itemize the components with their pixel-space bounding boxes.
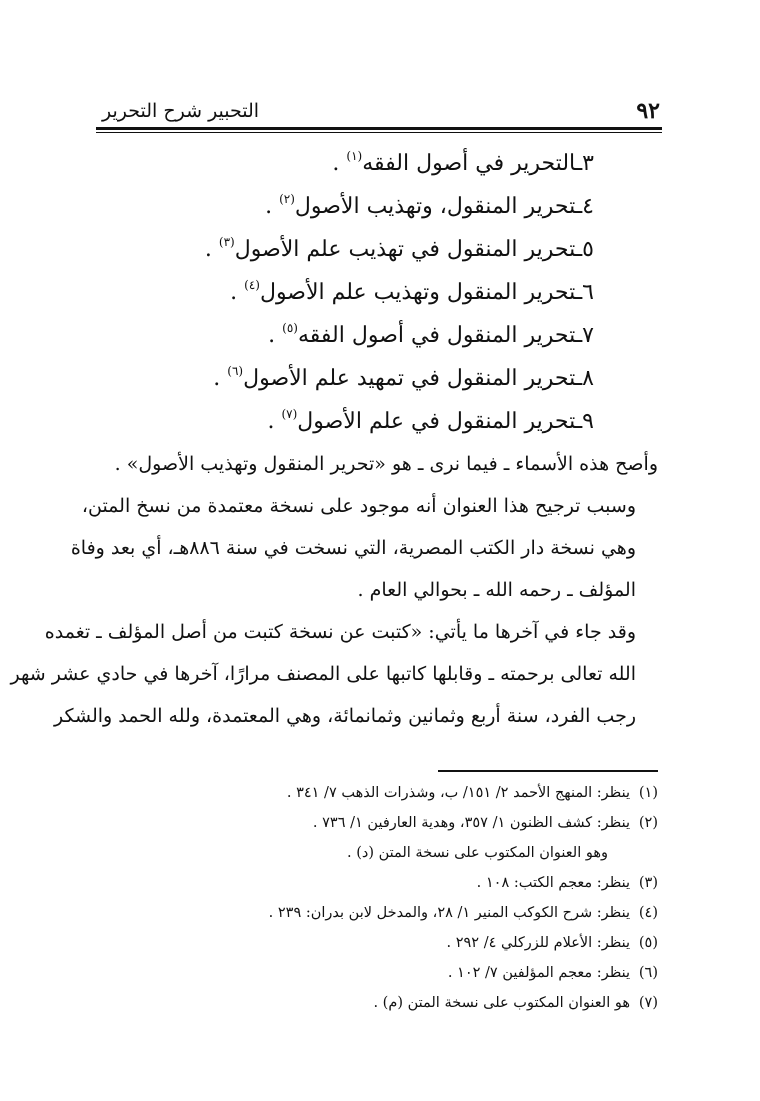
list-item: ٨ـتحرير المنقول في تمهيد علم الأصول$^{(٦)}$ .: [213, 364, 594, 391]
footnote-ref[interactable]: (٣): [218, 235, 235, 249]
list-item: ٤ـتحرير المنقول، وتهذيب الأصول$^{(٢)}$ .: [265, 192, 594, 219]
footnote-number: (٤): [638, 905, 658, 921]
paragraph-line: وهي نسخة دار الكتب المصرية، التي نسخت في سنة ٨٨٦هـ، أي بعد وفاة: [70, 537, 636, 559]
footnote-ref[interactable]: (١): [346, 149, 363, 163]
list-item: ٩ـتحرير المنقول في علم الأصول$^{(٧)}$ .: [267, 407, 594, 434]
page-number: ٩٢: [636, 98, 660, 124]
running-title: التحبير شرح التحرير: [102, 100, 260, 122]
footnote-number: (١): [638, 785, 658, 801]
paragraph-colophon: [10, 611, 658, 737]
footnote-text: ينظر: معجم الكتب: ١٠٨ .: [476, 875, 630, 891]
footnote: [102, 988, 658, 1018]
paragraph-line: المؤلف ـ رحمه الله ـ بحوالي العام .: [357, 579, 636, 601]
paragraph-line: وأصح هذه الأسماء ـ فيما نرى ـ هو «تحرير المنقول وتهذيب الأصول» .: [114, 453, 658, 475]
footnote-ref[interactable]: (٦): [227, 364, 244, 378]
footnotes: [102, 778, 658, 1018]
list-item: ٥ـتحرير المنقول في تهذيب علم الأصول$^{(٣)}$ .: [204, 235, 594, 262]
paragraph-preferred-title: [102, 443, 658, 485]
paragraph-line: الله تعالى برحمته ـ وقابلها كاتبها على المصنف مرارًا، آخرها في حادي عشر شهر: [10, 663, 636, 685]
footnote: [102, 808, 658, 838]
footnote-text: ينظر: كشف الظنون ١/ ٣٥٧، وهدية العارفين ١/ ٧٣٦ .: [312, 815, 630, 831]
paragraph-reason: [70, 485, 658, 611]
footnote-ref[interactable]: (٤): [244, 278, 260, 292]
footnote-ref[interactable]: (٧): [281, 407, 298, 421]
footnote-text: هو العنوان المكتوب على نسخة المتن (م) .: [373, 995, 630, 1011]
footnote-number: (٧): [638, 995, 658, 1011]
paragraph-line: وقد جاء في آخرها ما يأتي: «كتبت عن نسخة كتبت من أصل المؤلف ـ تغمده: [44, 621, 636, 643]
footnote-number: (٦): [638, 965, 658, 981]
footnote-rule: [438, 770, 658, 772]
footnote-text: ينظر: المنهج الأحمد ٢/ ١٥١/ ب، وشذرات الذهب ٧/ ٣٤١ .: [286, 785, 630, 801]
footnote: [102, 928, 658, 958]
header-rule: [96, 127, 662, 133]
footnote: [102, 778, 658, 808]
footnote: [102, 958, 658, 988]
footnote-number: (٥): [638, 935, 658, 951]
footnote-number: (٢): [638, 815, 658, 831]
footnote-continuation: [102, 838, 658, 868]
list-item: ٣ـالتحرير في أصول الفقه$^{(١)}$ .: [332, 149, 594, 176]
main-text: [10, 142, 658, 737]
footnote-text: ينظر: معجم المؤلفين ٧/ ١٠٢ .: [447, 965, 630, 981]
footnote-ref[interactable]: (٢): [279, 192, 295, 206]
footnote-text: ينظر: شرح الكوكب المنير ١/ ٢٨، والمدخل لابن بدران: ٢٣٩ .: [268, 905, 630, 921]
paragraph-line: رجب الفرد، سنة أربع وثمانين وثمانمائة، وهي المعتمدة، ولله الحمد والشكر: [54, 705, 636, 727]
footnote-ref[interactable]: (٥): [282, 321, 298, 335]
footnote-text: ينظر: الأعلام للزركلي ٤/ ٢٩٢ .: [446, 935, 630, 951]
list-item: ٦ـتحرير المنقول وتهذيب علم الأصول$^{(٤)}$ .: [230, 278, 594, 305]
footnote-number: (٣): [638, 875, 658, 891]
footnote-text: وهو العنوان المكتوب على نسخة المتن (د) .: [346, 845, 608, 861]
footnote: [102, 868, 658, 898]
paragraph-line: وسبب ترجيح هذا العنوان أنه موجود على نسخة معتمدة من نسخ المتن،: [81, 495, 636, 517]
footnote: [102, 898, 658, 928]
list-item: ٧ـتحرير المنقول في أصول الفقه$^{(٥)}$ .: [268, 321, 594, 348]
